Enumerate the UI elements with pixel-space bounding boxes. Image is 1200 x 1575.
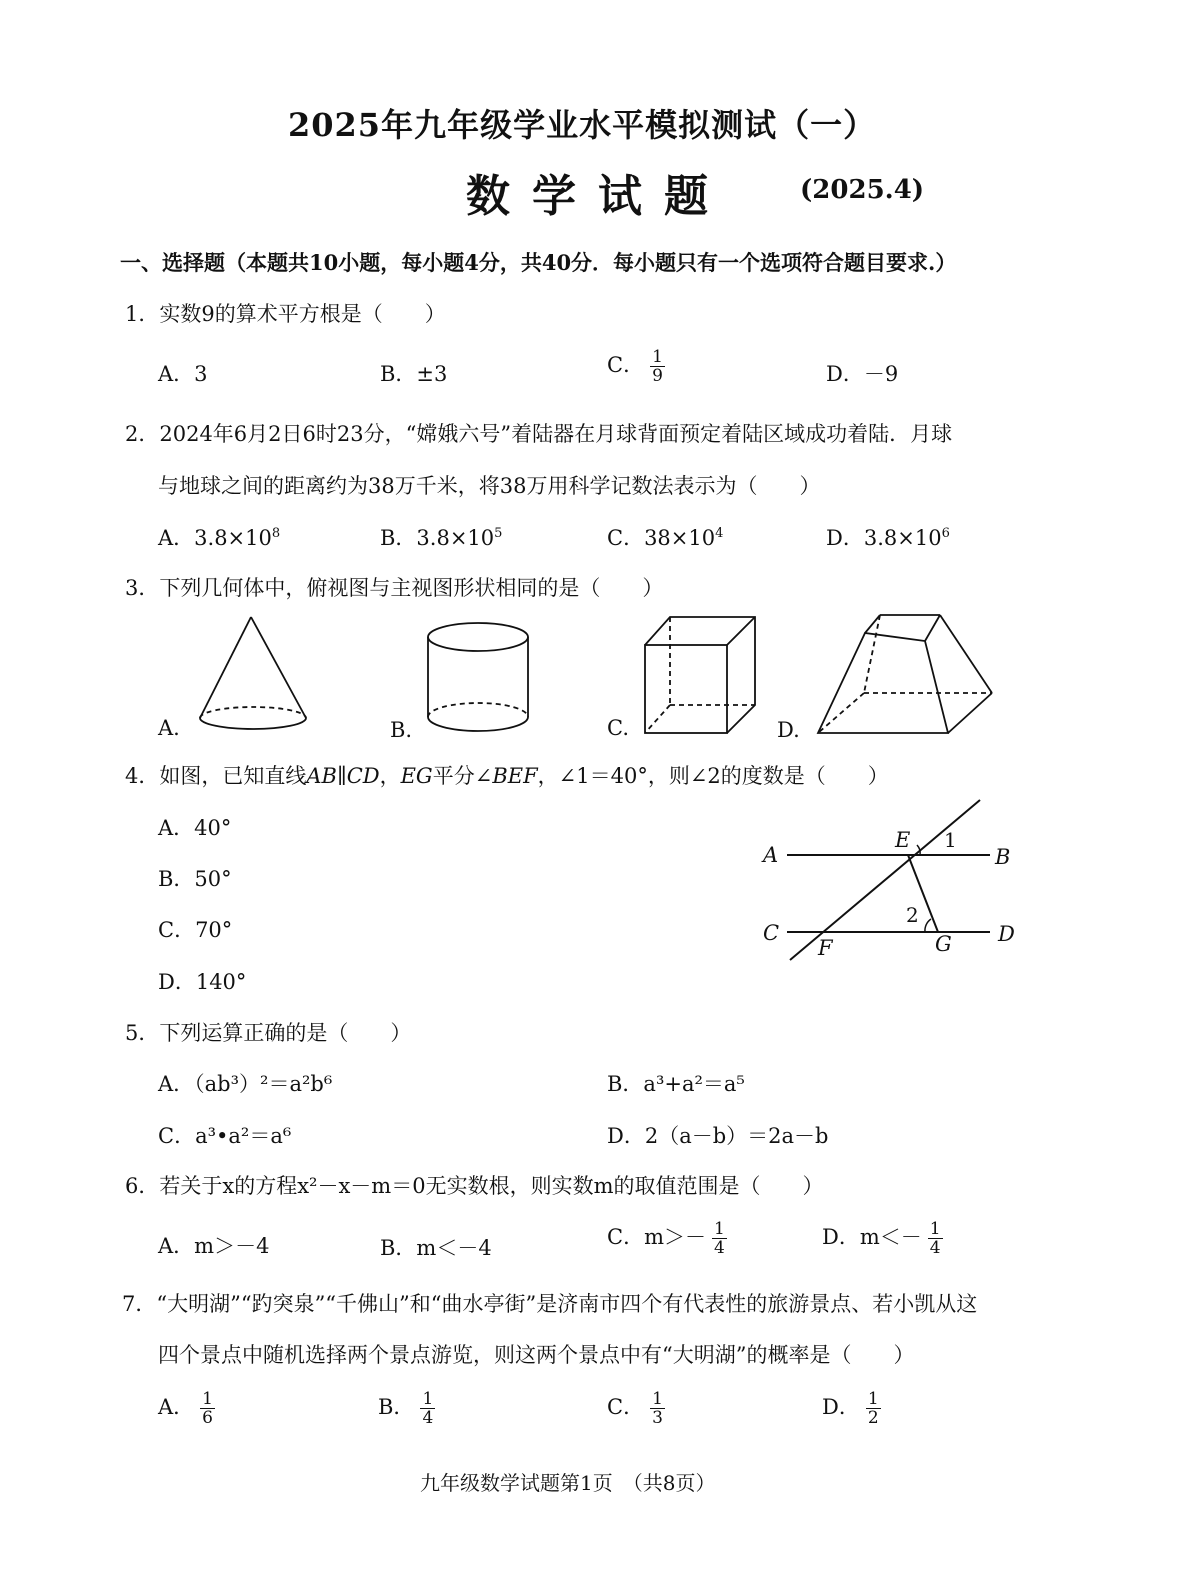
label-angle-1: 1 xyxy=(944,828,957,852)
q4-parallel-lines-figure xyxy=(755,795,1035,970)
exam-title: 2025年九年级学业水平模拟测试（一） xyxy=(288,106,877,144)
label-d: D xyxy=(998,922,1015,946)
label-b: B xyxy=(995,845,1011,869)
label-c: C xyxy=(763,921,780,945)
frustum-solid xyxy=(818,615,992,733)
question-7-line1: 7．“大明湖”“趵突泉”“千佛山”和“曲水亭街”是济南市四个有代表性的旅游景点、若小凯从这 xyxy=(122,1292,978,1316)
angle-2-arc xyxy=(925,919,931,932)
question-2-line2: 与地球之间的距离约为38万千米，将38万用科学记数法表示为（ ） xyxy=(158,474,821,498)
question-7-line2: 四个景点中随机选择两个景点游览，则这两个景点中有“大明湖”的概率是（ ） xyxy=(158,1343,915,1367)
q3-solids-figure xyxy=(150,605,1010,750)
question-1-stem: 1．实数9的算术平方根是（ ） xyxy=(125,302,446,326)
q4-option-d: D．140° xyxy=(158,970,247,994)
q7-option-d: D． $\frac{1}{2}$ xyxy=(822,1389,879,1428)
q3-option-b: B. xyxy=(390,718,413,742)
question-4-stem: 4．如图，已知直线AB∥CD，EG平分∠BEF，∠1＝40°，则∠2的度数是（ ） xyxy=(125,764,889,788)
q7-option-b: B． $\frac{1}{4}$ xyxy=(378,1389,434,1428)
q3-option-a: A. xyxy=(158,716,180,740)
label-e: E xyxy=(895,828,911,852)
q2-option-b: B．$3.8\times 10^5$ xyxy=(380,526,503,550)
q2-option-c: C．$38\times 10^4$ xyxy=(607,526,724,550)
q1-option-d: D．－9 xyxy=(826,362,899,386)
q6-option-c: C．m＞－ $\frac{1}{4}$ xyxy=(607,1219,725,1258)
question-2-line1: 2．2024年6月2日6时23分，“嫦娥六号”着陆器在月球背面预定着陆区域成功着陆．月球 xyxy=(125,422,953,446)
q3-option-c: C. xyxy=(607,716,629,740)
q2-option-a: A．$3.8\times 10^8$ xyxy=(158,526,281,550)
question-6-stem: 6．若关于x的方程x²－x－m＝0无实数根，则实数m的取值范围是（ ） xyxy=(125,1174,824,1198)
q4-option-c: C．70° xyxy=(158,918,233,942)
q5-option-d: D．2（a－b）＝2a－b xyxy=(607,1124,829,1148)
label-a: A xyxy=(763,843,779,867)
page-footer: 九年级数学试题第1页 （共8页） xyxy=(420,1471,716,1495)
cube-solid xyxy=(645,617,755,733)
q5-option-c: C．a³•a²＝a⁶ xyxy=(158,1124,292,1148)
label-g: G xyxy=(935,932,952,956)
label-angle-2: 2 xyxy=(906,903,919,927)
q5-option-b: B．a³+a²＝a⁵ xyxy=(607,1072,745,1096)
q2-option-d: D．$3.8\times 10^6$ xyxy=(826,526,950,550)
section-heading: 一、选择题（本题共10小题，每小题4分，共40分．每小题只有一个选项符合题目要求.） xyxy=(120,250,957,275)
q1-option-a: A．3 xyxy=(158,362,208,386)
q6-option-b: B．m＜－4 xyxy=(380,1236,492,1260)
exam-date: (2025.4) xyxy=(800,175,925,205)
q6-option-a: A．m＞－4 xyxy=(158,1234,270,1258)
cone-solid xyxy=(200,617,306,729)
q5-option-a: A．（ab³）²＝a²b⁶ xyxy=(158,1072,333,1096)
q4-option-b: B．50° xyxy=(158,867,232,891)
question-3-stem: 3．下列几何体中，俯视图与主视图形状相同的是（ ） xyxy=(125,576,664,600)
q7-option-c: C． $\frac{1}{3}$ xyxy=(607,1389,663,1428)
q1-option-b: B．±3 xyxy=(380,362,448,386)
q4-option-a: A．40° xyxy=(158,816,232,840)
q3-option-d: D. xyxy=(777,718,800,742)
cylinder-solid xyxy=(428,623,528,731)
q1-option-c: C． $\frac{1}{9}$ xyxy=(607,347,663,386)
subject-title: 数学试题 xyxy=(466,171,730,222)
q6-option-d: D．m＜－ $\frac{1}{4}$ xyxy=(822,1219,941,1258)
question-5-stem: 5．下列运算正确的是（ ） xyxy=(125,1021,412,1045)
label-f: F xyxy=(818,936,833,960)
q7-option-a: A． $\frac{1}{6}$ xyxy=(158,1389,213,1428)
